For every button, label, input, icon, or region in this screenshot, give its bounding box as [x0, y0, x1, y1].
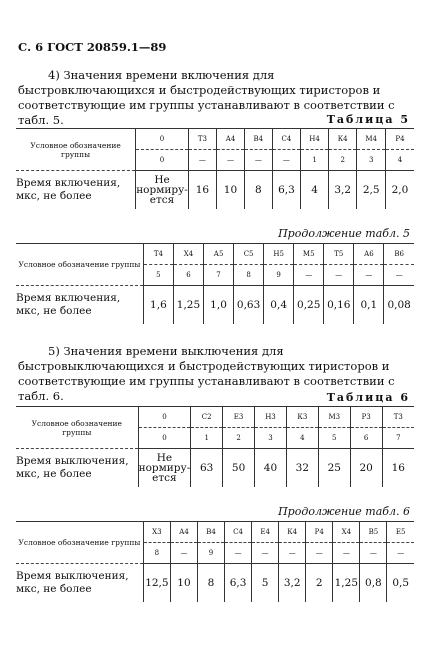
value-cell: 12,5 [143, 564, 170, 603]
value-cell: 3,2 [279, 564, 306, 603]
value-cell: 6,3 [225, 564, 252, 603]
paragraph-5: 5) Значения времени выключения для быстровыключающихся и быстродействующих тиристоров и соответствующие им группы устанавливают в соответствии с табл. 6. [18, 344, 395, 403]
value-cell: 40 [255, 449, 287, 488]
code-cell: — [306, 543, 333, 564]
group-cell: С4 [225, 522, 252, 543]
row-label: Время выключения, мкс, не более [16, 570, 129, 595]
row-label: Время включения, мкс, не более [16, 177, 121, 202]
value-cell: 1,25 [333, 564, 360, 603]
table-6-continuation-caption: Продолжение табл. 6 [278, 505, 410, 518]
value-cell: 0,25 [294, 286, 324, 325]
code-cell: 2 [223, 428, 255, 449]
table-5-continuation [16, 243, 414, 324]
value-cell: 0,8 [360, 564, 387, 603]
code-cell: 8 [234, 265, 264, 286]
value-cell: 0,1 [354, 286, 384, 325]
value-cell: 16 [188, 171, 216, 210]
group-cell: Е5 [387, 522, 414, 543]
code-cell: 5 [318, 428, 350, 449]
group-cell: 0 [138, 407, 191, 428]
group-cell: М4 [357, 129, 386, 150]
group-cell: Н5 [264, 244, 294, 265]
value-cell: 50 [223, 449, 255, 488]
code-cell: 0 [136, 150, 189, 171]
group-cell: Р4 [306, 522, 333, 543]
value-cell: 8 [197, 564, 224, 603]
table-5 [16, 128, 414, 209]
value-cell: 0,08 [384, 286, 414, 325]
value-cell: 32 [286, 449, 318, 488]
code-cell: — [170, 543, 197, 564]
code-cell: 1 [191, 428, 223, 449]
code-cell: 7 [382, 428, 414, 449]
group-cell: С5 [234, 244, 264, 265]
value-cell: 3,2 [328, 171, 357, 210]
row-label: Время включения, мкс, не более [16, 292, 121, 317]
group-cell: Т4 [143, 244, 173, 265]
group-cell: В4 [197, 522, 224, 543]
table-6-continuation [16, 521, 414, 602]
value-cell: 5 [252, 564, 279, 603]
group-cell: Е3 [223, 407, 255, 428]
code-cell: 9 [197, 543, 224, 564]
group-cell: Р3 [350, 407, 382, 428]
code-cell: — [333, 543, 360, 564]
group-cell: Е4 [252, 522, 279, 543]
value-cell: 1,25 [173, 286, 203, 325]
value-cell: 1,6 [143, 286, 173, 325]
value-cell: 20 [350, 449, 382, 488]
code-cell: 6 [350, 428, 382, 449]
code-cell: 4 [286, 428, 318, 449]
group-cell: А6 [354, 244, 384, 265]
value-cell: 2 [306, 564, 333, 603]
table-5-caption: Таблица 5 [326, 113, 410, 126]
code-cell: — [225, 543, 252, 564]
value-cell: 25 [318, 449, 350, 488]
group-cell: А4 [170, 522, 197, 543]
group-cell: М3 [318, 407, 350, 428]
code-cell: — [387, 543, 414, 564]
group-cell: К4 [279, 522, 306, 543]
group-cell: Н3 [255, 407, 287, 428]
value-cell: 0,4 [264, 286, 294, 325]
group-cell: А4 [216, 129, 244, 150]
code-cell: 8 [143, 543, 170, 564]
code-cell: 3 [255, 428, 287, 449]
code-cell: — [188, 150, 216, 171]
value-cell: 10 [216, 171, 244, 210]
code-cell: — [360, 543, 387, 564]
group-cell: Х4 [173, 244, 203, 265]
group-cell: 0 [136, 129, 189, 150]
group-label: Условное обозначение группы [16, 522, 143, 564]
value-cell: 0,16 [324, 286, 354, 325]
code-cell: 0 [138, 428, 191, 449]
value-cell: Не нормиру-ется [138, 449, 191, 488]
row-label: Время выключения, мкс, не более [16, 455, 129, 480]
code-cell: — [216, 150, 244, 171]
code-cell: 1 [301, 150, 329, 171]
group-cell: Н4 [301, 129, 329, 150]
table-6-caption: Таблица 6 [326, 391, 410, 404]
code-cell: 5 [143, 265, 173, 286]
code-cell: — [354, 265, 384, 286]
group-cell: Х3 [143, 522, 170, 543]
value-cell: 4 [301, 171, 329, 210]
group-cell: Т5 [324, 244, 354, 265]
code-cell: 7 [204, 265, 234, 286]
code-cell: — [252, 543, 279, 564]
group-cell: Х4 [333, 522, 360, 543]
code-cell: — [384, 265, 414, 286]
group-cell: К3 [286, 407, 318, 428]
code-cell: 3 [357, 150, 386, 171]
page-header: С. 6 ГОСТ 20859.1—89 [18, 40, 167, 54]
group-cell: К4 [328, 129, 357, 150]
group-cell: Т3 [382, 407, 414, 428]
value-cell: 8 [245, 171, 273, 210]
paragraph-4: 4) Значения времени включения для быстровключающихся и быстродействующих тиристоров и соответствующие им группы устанавливают в соответствии с табл. 5. [18, 68, 395, 127]
table-6 [16, 406, 414, 487]
group-label: Условное обозначение группы [16, 129, 136, 171]
value-cell: 0,5 [387, 564, 414, 603]
code-cell: — [324, 265, 354, 286]
value-cell: 63 [191, 449, 223, 488]
code-cell: — [245, 150, 273, 171]
value-cell: 2,0 [385, 171, 414, 210]
group-cell: С4 [272, 129, 301, 150]
value-cell: 2,5 [357, 171, 386, 210]
group-cell: Р4 [385, 129, 414, 150]
value-cell: 6,3 [272, 171, 301, 210]
code-cell: 4 [385, 150, 414, 171]
group-cell: Т3 [188, 129, 216, 150]
code-cell: 2 [328, 150, 357, 171]
group-cell: С2 [191, 407, 223, 428]
group-cell: В6 [384, 244, 414, 265]
value-cell: 10 [170, 564, 197, 603]
code-cell: 6 [173, 265, 203, 286]
value-cell: 16 [382, 449, 414, 488]
code-cell: — [279, 543, 306, 564]
code-cell: 9 [264, 265, 294, 286]
table-5-continuation-caption: Продолжение табл. 5 [278, 227, 410, 240]
group-cell: В4 [245, 129, 273, 150]
group-label: Условное обозначение группы [16, 407, 138, 449]
value-cell: 1,0 [204, 286, 234, 325]
group-cell: М5 [294, 244, 324, 265]
code-cell: — [294, 265, 324, 286]
group-label: Условное обозначение группы [16, 244, 143, 286]
code-cell: — [272, 150, 301, 171]
value-cell: Не нормиру-ется [136, 171, 189, 210]
group-cell: А5 [204, 244, 234, 265]
group-cell: В5 [360, 522, 387, 543]
value-cell: 0,63 [234, 286, 264, 325]
